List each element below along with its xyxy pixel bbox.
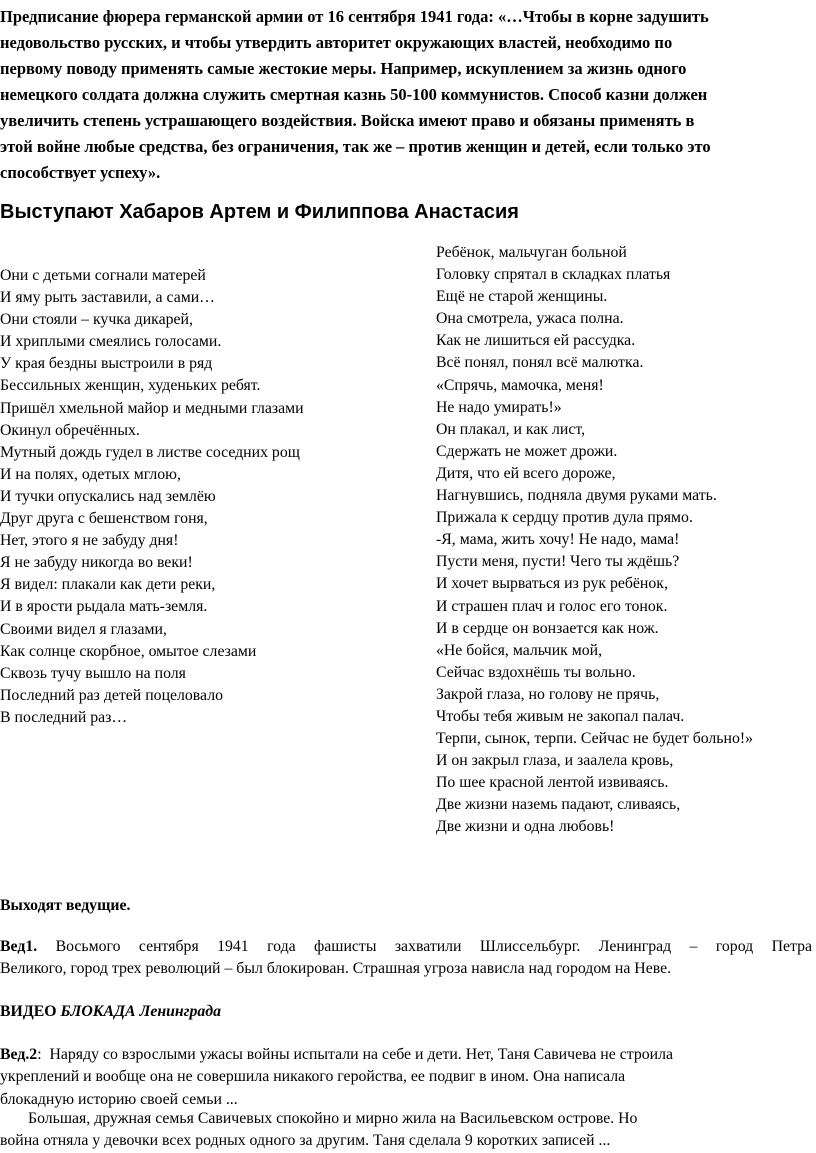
intro-line: Предписание фюрера германской армии от 16 сентября 1941 года: «…Чтобы в корне задушить xyxy=(0,7,709,26)
poem-left-column xyxy=(0,265,304,729)
poem-line: И в сердце он вонзается как нож. xyxy=(436,619,659,637)
closing-text-line: война отняла у девочки всех родных одного за другим. Таня сделала 9 коротких записей ... xyxy=(0,1132,611,1150)
video-title: БЛОКАДА Ленинграда xyxy=(60,1003,222,1020)
video-label: ВИДЕО xyxy=(0,1003,57,1020)
poem-line: Закрой глаза, но голову не прячь, xyxy=(436,685,660,703)
poem-line: Не надо умирать!» xyxy=(436,398,562,416)
ved2-paragraph xyxy=(0,1044,812,1111)
poem-line: Ещё не старой женщины. xyxy=(436,288,608,306)
poem-line: Нет, этого я не забуду дня! xyxy=(0,532,179,550)
poem-line: Как солнце скорбное, омытое слезами xyxy=(0,642,257,660)
ved2-text-line: Наряду со взрослыми ужасы войны испытали на себе и дети. Нет, Таня Савичева не строила xyxy=(49,1046,673,1063)
intro-line: способствует успеху». xyxy=(0,163,161,182)
hosts-enter-line: Выходят ведущие. xyxy=(0,897,131,914)
performers-heading: Выступают Хабаров Артем и Филиппова Анастасия xyxy=(0,201,519,223)
poem-line: Бессильных женщин, худеньких ребят. xyxy=(0,377,261,395)
poem-line: «Не бойся, мальчик мой, xyxy=(436,641,603,659)
poem-line: Пришёл хмельной майор и медными глазами xyxy=(0,399,304,417)
poem-line: Сдержать не может дрожи. xyxy=(436,442,618,460)
intro-line: немецкого солдата должна служить смертная казнь 50-100 коммунистов. Способ казни должен xyxy=(0,85,708,104)
poem-line: Я видел: плакали как дети реки, xyxy=(0,576,216,594)
poem-line: И хриплыми смеялись голосами. xyxy=(0,333,222,351)
ved2-colon: : xyxy=(37,1046,42,1063)
poem-line: И на полях, одетых мглою, xyxy=(0,465,181,483)
ved1-text-line: Восьмого сентября 1941 года фашисты захватили Шлиссельбург. Ленинград – город Петра xyxy=(55,938,812,955)
poem-line: И страшен плач и голос его тонок. xyxy=(436,597,668,615)
poem-line: Они стояли – кучка дикарей, xyxy=(0,311,193,329)
poem-line: Сквозь тучу вышло на поля xyxy=(0,664,186,682)
ved2-text-line: блокадную историю своей семьи ... xyxy=(0,1090,238,1108)
ved1-label: Вед1. xyxy=(0,938,38,955)
ved1-text-line: Великого, город трех революций – был блокирован. Страшная угроза нависла над городом на Неве. xyxy=(0,960,672,978)
ved1-paragraph xyxy=(0,936,812,981)
poem-line: Нагнувшись, подняла двумя руками мать. xyxy=(436,487,717,505)
poem-line: И яму рыть заставили, а сами… xyxy=(0,289,215,307)
intro-line: этой войне любые средства, без ограничения, так же – против женщин и детей, если только это xyxy=(0,137,711,156)
poem-line: Друг друга с бешенством гоня, xyxy=(0,510,208,528)
poem-line: Головку спрятал в складках платья xyxy=(436,266,671,284)
intro-line: первому поводу применять самые жестокие меры. Например, искуплением за жизнь одного xyxy=(0,59,687,78)
poem-line: Я не забуду никогда во веки! xyxy=(0,554,193,572)
poem-line: Мутный дождь гудел в листве соседних рощ xyxy=(0,443,300,461)
intro-line: увеличить степень устрашающего воздействия. Войска имеют право и обязаны применять в xyxy=(0,111,695,130)
ved2-text-line: укреплений и вообще она не совершила никакого геройства, ее подвиг в ином. Она написала xyxy=(0,1068,626,1086)
video-line xyxy=(0,1001,812,1023)
poem-line: И тучки опускались над землёю xyxy=(0,487,216,505)
poem-line: Терпи, сынок, терпи. Сейчас не будет больно!» xyxy=(436,730,754,748)
poem-line: Всё понял, понял всё малютка. xyxy=(436,354,644,372)
poem-line: Они с детьми согнали матерей xyxy=(0,267,206,284)
poem-line: Дитя, что ей всего дороже, xyxy=(436,464,616,482)
poem-line: И в ярости рыдала мать-земля. xyxy=(0,598,208,616)
fuhrer-order-paragraph xyxy=(0,4,814,186)
poem-line: Две жизни наземь падают, сливаясь, xyxy=(436,796,681,814)
poem-line: Пусти меня, пусти! Чего ты ждёшь? xyxy=(436,553,680,571)
poem-line: В последний раз… xyxy=(0,708,128,726)
poem-line: Прижала к сердцу против дула прямо. xyxy=(436,509,693,527)
poem-line: Как не лишиться ей рассудка. xyxy=(436,332,636,350)
poem-line: Сейчас вздохнёшь ты вольно. xyxy=(436,663,636,681)
closing-text-line: Большая, дружная семья Савичевых спокойно и мирно жила на Васильевском острове. Но xyxy=(28,1110,638,1127)
poem-right-column xyxy=(436,242,753,839)
poem-line: «Спрячь, мамочка, меня! xyxy=(436,376,604,394)
poem-line: Своими видел я глазами, xyxy=(0,620,167,638)
poem-line: Он плакал, и как лист, xyxy=(436,420,586,438)
intro-line: недовольство русских, и чтобы утвердить авторитет окружающих властей, необходимо по xyxy=(0,33,673,52)
poem-line: И хочет вырваться из рук ребёнок, xyxy=(436,575,668,593)
poem-line: Ребёнок, мальчуган больной xyxy=(436,244,627,261)
poem-line: Последний раз детей поцеловало xyxy=(0,686,223,704)
poem-line: По шее красной лентой извиваясь. xyxy=(436,774,669,792)
poem-line: Чтобы тебя живым не закопал палач. xyxy=(436,707,685,725)
poem-line: Две жизни и одна любовь! xyxy=(436,818,615,836)
poem-line: И он закрыл глаза, и заалела кровь, xyxy=(436,752,674,770)
poem-line: Окинул обречённых. xyxy=(0,421,140,439)
poem-line: -Я, мама, жить хочу! Не надо, мама! xyxy=(436,531,680,549)
poem-line: У края бездны выстроили в ряд xyxy=(0,355,213,373)
closing-paragraph xyxy=(0,1108,812,1153)
ved2-label: Вед.2 xyxy=(0,1046,38,1063)
poem-line: Она смотрела, ужаса полна. xyxy=(436,310,624,328)
